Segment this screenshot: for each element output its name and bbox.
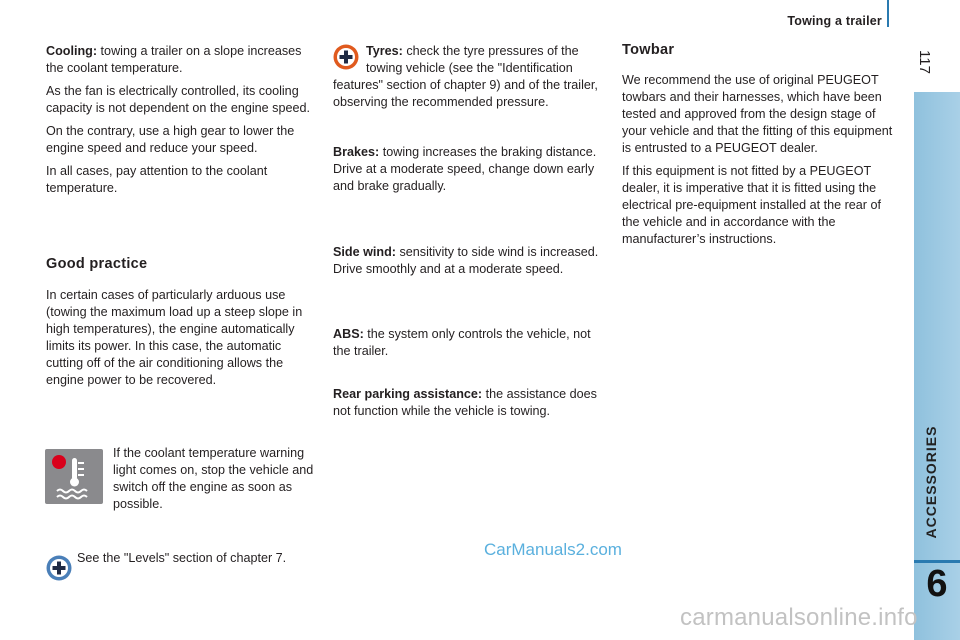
tyres-lead: Tyres:: [366, 44, 403, 58]
towbar-heading: Towbar: [622, 42, 675, 58]
chapter-side-band: [914, 92, 960, 640]
side-wind-lead: Side wind:: [333, 245, 396, 259]
abs-paragraph: [333, 326, 605, 360]
tyres-text-1: check the tyre pressures of the: [402, 44, 579, 58]
brakes-text: towing increases the braking distance. Drive at a moderate speed, change down early and brake gradually.: [333, 145, 597, 193]
cooling-section: [46, 43, 318, 203]
towbar-paragraph-1: We recommend the use of original PEUGEOT towbars and their harnesses, which have been tested and approved from the design stage of your vehicle and that the fitting of this equipment is entrusted to a PEUGEOT dealer.: [622, 73, 893, 155]
abs-lead: ABS:: [333, 327, 364, 341]
coolant-warning-paragraph: If the coolant temperature warning light comes on, stop the vehicle and switch off the engine as soon as possible.: [113, 446, 314, 511]
running-header: Towing a trailer: [787, 14, 882, 28]
coolant-temperature-warning-icon: [45, 449, 103, 504]
tyres-paragraph: [333, 43, 605, 111]
watermark-carmanuals: CarManuals2.com: [484, 540, 622, 559]
page-number: 117: [916, 50, 933, 74]
side-wind-paragraph: [333, 244, 605, 278]
watermark-carmanualsonline: carmanualsonline.info: [680, 604, 918, 631]
chapter-section-title: ACCESSORIES: [923, 425, 939, 539]
fan-paragraph: As the fan is electrically controlled, its cooling capacity is not dependent on the engine speed.: [46, 84, 310, 115]
cooling-lead: Cooling:: [46, 44, 98, 58]
attention-paragraph: In all cases, pay attention to the coolant temperature.: [46, 164, 268, 195]
towbar-section: [622, 72, 894, 254]
levels-reference-paragraph: See the "Levels" section of chapter 7.: [77, 551, 287, 565]
cooling-text: towing a trailer on a slope increases the coolant temperature.: [46, 44, 302, 75]
brakes-paragraph: [333, 144, 605, 195]
side-wind-text: sensitivity to side wind is increased. Drive smoothly and at a moderate speed.: [333, 245, 599, 276]
tyres-first-line: [333, 44, 579, 58]
tyres-text-3: features" section of chapter 9) and of the trailer, observing the recommended pressure.: [333, 78, 598, 109]
cooling-paragraph: [46, 43, 318, 77]
abs-text: the system only controls the vehicle, not the trailer.: [333, 327, 591, 358]
rear-parking-lead: Rear parking assistance:: [333, 387, 483, 401]
chapter-number: 6: [926, 563, 948, 605]
plus-info-icon: [46, 555, 72, 586]
rear-parking-text: the assistance does not function while the vehicle is towing.: [333, 387, 597, 418]
good-practice-paragraph: In certain cases of particularly arduous use (towing the maximum load up a steep slope in high temperatures), the engine automatically limits its power. In this case, the automatic cutting off of the air conditioning allows the engine power to be recovered.: [46, 288, 303, 387]
rear-parking-paragraph: [333, 386, 608, 420]
header-rule: [887, 0, 889, 27]
gear-paragraph: On the contrary, use a high gear to lower the engine speed and reduce your speed.: [46, 124, 295, 155]
brakes-lead: Brakes:: [333, 145, 380, 159]
good-practice-heading: Good practice: [46, 256, 148, 272]
towbar-paragraph-2: If this equipment is not fitted by a PEUGEOT dealer, it is imperative that it is fitted using the electrical pre-equipment installed at the rear of the vehicle and in accordance with the manufacturer’s instructions.: [622, 164, 882, 246]
tyres-text-2: towing vehicle (see the "Identification: [366, 61, 573, 75]
